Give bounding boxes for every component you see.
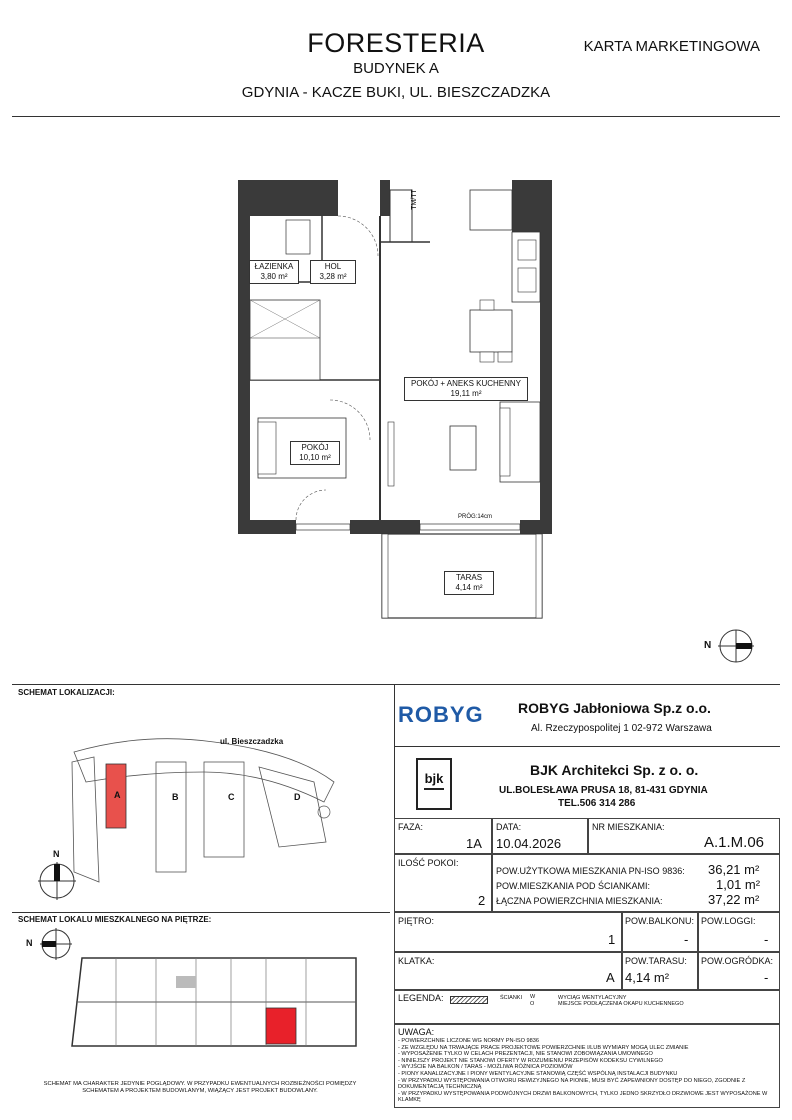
- taras-label: POW.TARASU:: [625, 956, 687, 966]
- building-a-label: A: [114, 790, 121, 800]
- pow-laczna-label: ŁĄCZNA POWIERZCHNIA MIESZKANIA:: [496, 896, 663, 906]
- building-b-label: B: [172, 792, 179, 802]
- nr-label: NR MIESZKANIA:: [592, 822, 665, 832]
- location-heading: SCHEMAT LOKALIZACJI:: [18, 688, 115, 697]
- robyg-logo: ROBYG: [398, 702, 484, 727]
- faza-label: FAZA:: [398, 822, 424, 832]
- north-label: N: [704, 640, 712, 651]
- legend-w-text: W: [530, 994, 536, 1000]
- bjk-logo-text: bjk: [424, 771, 444, 786]
- threshold-label: PRÓG:14cm: [458, 514, 493, 520]
- uwaga-label: UWAGA:: [398, 1027, 435, 1037]
- note-item: - ZE WZGLĘDU NA TRWAJĄCE PRACE PROJEKTOWE POWIERZCHNIE I/LUB WYMIARY MOGĄ ULEC ZMIANIE: [398, 1044, 689, 1051]
- room-label-living-kitchen: POKÓJ + ANEKS KUCHENNY 19,11 m²: [404, 377, 528, 401]
- pow-skosy-label: POW.MIESZKANIA POD ŚCIANKAMI:: [496, 881, 651, 891]
- note-item: - WYPOSAŻENIE TYLKO W CELACH PREZENTACJI, NIE STANOWI ZOBOWIĄZANIA UMOWNEGO: [398, 1051, 653, 1058]
- pow-skosy-value: 1,01 m²: [716, 877, 761, 892]
- pow-laczna-value: 37,22 m²: [708, 892, 760, 907]
- faza-value: 1A: [466, 836, 482, 851]
- bjk-company-name: BJK Architekci Sp. z o. o.: [530, 762, 699, 778]
- nr-value: A.1.M.06: [704, 834, 765, 851]
- note-item: - W PRZYPADKU WYSTĘPOWANIA PODWÓJNYCH DRZWI BALKONOWYCH, TYLKO JEDNO SKRZYDŁO DRZWIOWE JEST WYPOSAŻONE W KLAMKĘ: [398, 1090, 768, 1104]
- legend-o-text: O: [530, 1001, 535, 1007]
- bjk-logo: [416, 758, 452, 810]
- legend-walls-text: ŚCIANKI: [500, 995, 523, 1001]
- legenda-label: LEGENDA:: [398, 993, 444, 1003]
- project-title: FORESTERIA: [307, 28, 485, 58]
- pow-uzytkowa-value: 36,21 m²: [708, 862, 760, 877]
- project-address: GDYNIA - KACZE BUKI, UL. BIESZCZADZKA: [241, 84, 551, 101]
- ogrodek-value: -: [764, 970, 769, 985]
- floor-scheme-disclaimer: SCHEMAT MA CHARAKTER JEDYNIE POGLĄDOWY. W PRZYPADKU EWENTUALNYCH ROZBIEŻNOŚCI POMIĘDZY SCHEMATEM A PROJEKTEM BUDOWLANYM, WIĄŻĄCY JEST PROJEKT BUDOWLANY.: [43, 1081, 357, 1094]
- taras-value: 4,14 m²: [625, 970, 670, 985]
- pietro-value: 1: [608, 932, 616, 947]
- pietro-label: PIĘTRO:: [398, 916, 435, 926]
- note-item: - NINIEJSZY PROJEKT NIE STANOWI OFERTY W ROZUMIENIU PRZEPISÓW KODEKSU CYWILNEGO: [398, 1057, 663, 1064]
- location-north-label: N: [53, 849, 60, 859]
- bjk-logo-underline: [424, 788, 444, 790]
- legend-hood-text: MIEJSCE PODŁĄCZENIA OKAPU KUCHENNEGO: [558, 1001, 684, 1007]
- room-label-hall: HOL 3,28 m²: [310, 260, 356, 284]
- legend-walls-swatch: [450, 996, 488, 1004]
- room-label-terrace: TARAS 4,14 m²: [444, 571, 494, 595]
- robyg-company-address: Al. Rzeczypospolitej 1 02-972 Warszawa: [531, 723, 712, 734]
- pokoje-value: 2: [478, 893, 486, 908]
- building-c-label: C: [228, 792, 235, 802]
- note-item: - WYJŚCIE NA BALKON / TARAS - MOŻLIWA RÓŻNICA POZIOMÓW: [398, 1064, 573, 1071]
- note-item: - POWIERZCHNIE LICZONE WG NORMY PN-ISO 9836: [398, 1038, 540, 1044]
- pokoje-label: ILOŚĆ POKOI:: [398, 858, 459, 868]
- ogrodek-label: POW.OGRÓDKA:: [701, 956, 774, 966]
- robyg-company-name: ROBYG Jabłoniowa Sp.z o.o.: [518, 700, 711, 716]
- floor-scheme-heading: SCHEMAT LOKALU MIESZKALNEGO NA PIĘTRZE:: [18, 915, 212, 924]
- data-value: 10.04.2026: [496, 836, 562, 851]
- room-label-bedroom: POKÓJ 10,10 m²: [290, 441, 340, 465]
- notes-list: [398, 1038, 776, 1104]
- bjk-company-phone: TEL.506 314 286: [558, 798, 636, 809]
- floor-scheme-plan: [66, 948, 366, 1056]
- building-d-label: D: [294, 792, 301, 802]
- shaft-label: TM/TT: [410, 189, 418, 210]
- loggia-label: POW.LOGGI:: [701, 916, 756, 926]
- balkon-value: -: [684, 932, 689, 947]
- data-label: DATA:: [496, 822, 522, 832]
- klatka-label: KLATKA:: [398, 956, 435, 966]
- bjk-company-address: UL.BOLESŁAWA PRUSA 18, 81-431 GDYNIA: [499, 785, 708, 796]
- location-north-icon: [36, 860, 78, 902]
- bottom-section-divider: [12, 684, 780, 685]
- room-label-bathroom: ŁAZIENKA 3,80 m²: [249, 260, 299, 284]
- note-item: - W PRZYPADKU WYSTĘPOWANIA OTWORU REWIZYJNEGO NA PIONIE, MUSI BYĆ ZAPEWNIONY DOSTĘP DO NIEGO, ZGODNIE Z DOKUMENTACJĄ TECHNICZNĄ: [398, 1077, 746, 1091]
- header-divider: [12, 116, 780, 117]
- north-arrow-icon: [716, 628, 754, 664]
- legend-vent-text: WYCIĄG WENTYLACYJNY: [558, 995, 627, 1001]
- floor-north-label: N: [26, 938, 33, 948]
- location-map: [64, 712, 354, 902]
- document-type: KARTA MARKETINGOWA: [583, 38, 760, 55]
- note-item: - PIONY KANALIZACYJNE I PIONY WENTYLACYJNE STANOWIĄ CZĘŚĆ WSPÓLNĄ INSTALACJI BUDYNKU: [398, 1070, 678, 1077]
- pow-uzytkowa-label: POW.UŻYTKOWA MIESZKANIA PN-ISO 9836:: [496, 866, 685, 876]
- loggia-value: -: [764, 932, 769, 947]
- floor-scheme-divider: [12, 912, 390, 913]
- building-name: BUDYNEK A: [353, 60, 439, 77]
- balkon-label: POW.BALKONU:: [625, 916, 695, 926]
- klatka-value: A: [606, 970, 615, 985]
- street-label: ul. Bieszczadzka: [220, 737, 284, 746]
- company-divider: [394, 746, 780, 747]
